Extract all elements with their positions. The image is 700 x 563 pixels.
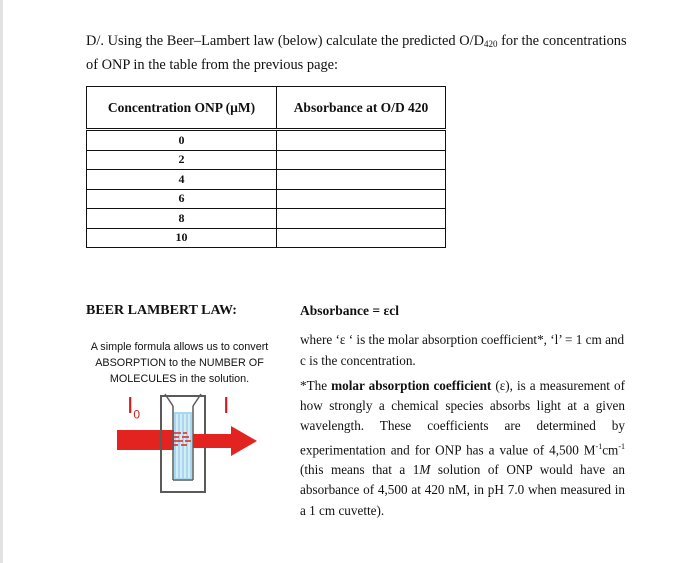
cell-concentration: 8 xyxy=(87,209,277,229)
table-row xyxy=(87,209,446,229)
cuvette-diagram xyxy=(117,390,267,496)
molar-absorption-footnote: *The molar absorption coefficient (ε), is a measurement of how strongly a chemical species absorbs light at a given wavelength. These coefficients are determined by experimentation and for ONP has a value of 4,500 $M^{-1}cm^{-1}$ (this means that a 1M solution of ONP would have an absorbance of 4,500 at 420 nM, in pH 7.0 when measured in a 1 cm cuvette). xyxy=(300,378,626,518)
incident-beam xyxy=(117,430,177,450)
page-edge xyxy=(0,0,3,563)
cell-concentration: 2 xyxy=(87,150,277,170)
transmitted-intensity-label: I xyxy=(223,392,230,418)
cell-concentration: 4 xyxy=(87,170,277,190)
header-concentration: Concentration ONP (µM) xyxy=(87,87,277,130)
table-row xyxy=(87,150,446,170)
cell-absorbance[interactable] xyxy=(277,170,446,190)
beer-lambert-heading: BEER LAMBERT LAW: xyxy=(86,303,237,318)
cell-concentration: 6 xyxy=(87,189,277,209)
table-row xyxy=(87,189,446,209)
header-absorbance: Absorbance at O/D 420 xyxy=(277,87,446,130)
arrow-head-icon xyxy=(231,426,257,456)
absorbance-table xyxy=(86,86,446,248)
cell-absorbance[interactable] xyxy=(277,228,446,248)
cell-concentration: 0 xyxy=(87,130,277,151)
table-header-row xyxy=(87,87,446,130)
cell-absorbance[interactable] xyxy=(277,209,446,229)
question-intro: D/. Using the Beer–Lambert law (below) calculate the predicted $O/D_{420}$ for the concentrations of ONP in the table from the previous page: xyxy=(86,33,627,73)
cell-absorbance[interactable] xyxy=(277,189,446,209)
table-row xyxy=(87,130,446,151)
absorbance-formula: Absorbance = εcl xyxy=(300,303,399,318)
cell-concentration: 10 xyxy=(87,228,277,248)
variable-definitions: where ‘ε ‘ is the molar absorption coefficient*, ‘l’ = 1 cm and c is the concentration. xyxy=(300,332,625,368)
formula-explanation: A simple formula allows us to convert ABSORPTION to the NUMBER OF MOLECULES in the solution. xyxy=(90,341,269,385)
cell-absorbance[interactable] xyxy=(277,150,446,170)
incident-intensity-label: $I_0$ xyxy=(127,392,141,422)
table-row xyxy=(87,228,446,248)
transmitted-beam xyxy=(193,434,233,448)
table-row xyxy=(87,170,446,190)
cell-absorbance[interactable] xyxy=(277,130,446,151)
